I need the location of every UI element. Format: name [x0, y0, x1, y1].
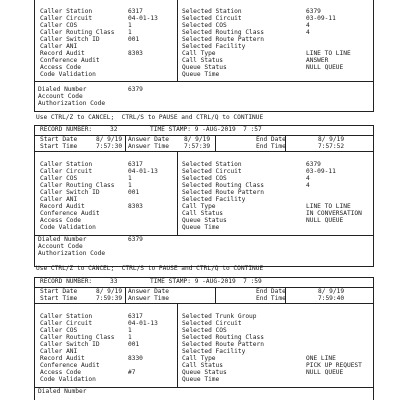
record-top-right-label: Selected Routing Class — [182, 29, 264, 36]
record-top-left-label: Caller ANI — [40, 43, 78, 50]
record-32-left-value: 6317 — [128, 161, 143, 168]
record-32-right-label: Selected Circuit — [182, 168, 242, 175]
record-32-left-value: 1 — [128, 175, 132, 182]
record-top-account-code-label: Account Code — [38, 93, 83, 100]
record-32-right-label: Call Status — [182, 210, 223, 217]
record-33-right-label: Selected Routing Class — [182, 334, 264, 341]
record-33-left-value: 1 — [128, 334, 132, 341]
record-33-left-label: Caller Circuit — [40, 320, 93, 327]
record-33-start-date-label: Start Date — [40, 288, 78, 295]
record-33-right-label: Queue Status — [182, 369, 227, 376]
record-32-right-label: Selected COS — [182, 175, 227, 182]
record-top-right-label: Call Status — [182, 57, 223, 64]
record-32-number-label: RECORD NUMBER: — [40, 126, 93, 133]
record-top-left-label: Caller Switch ID — [40, 36, 100, 43]
record-32-end-time-label: End Time — [256, 143, 286, 150]
record-top-right-label: Queue Status — [182, 64, 227, 71]
record-top-right-label: Selected COS — [182, 22, 227, 29]
record-top-right-label: Selected Station — [182, 8, 242, 15]
record-32-start-date: 8/ 9/19 — [96, 136, 123, 143]
record-33-left-label: Access Code — [40, 369, 81, 376]
record-top-right-value: 4 — [306, 22, 310, 29]
record-32-right-label: Selected Facility — [182, 196, 246, 203]
record-33-end-date-label: End Date — [256, 288, 286, 295]
record-32-left-value: 04-01-13 — [128, 168, 158, 175]
record-32-left-label: Caller Station — [40, 161, 93, 168]
record-top-left-value: 8303 — [128, 50, 143, 57]
record-top-right-value: LINE TO LINE — [306, 50, 351, 57]
record-33-right-value: NULL QUEUE — [306, 369, 344, 376]
record-33-number: 33 — [110, 278, 118, 285]
record-32-right-label: Selected Routing Class — [182, 182, 264, 189]
record-32-left-label: Caller Switch ID — [40, 189, 100, 196]
record-32-start-date-label: Start Date — [40, 136, 78, 143]
record-33-start-time: 7:59:39 — [96, 295, 123, 302]
record-32-end-time: 7:57:52 — [318, 143, 345, 150]
record-top-left-value: 1 — [128, 29, 132, 36]
record-32-answer-time-label: Answer Time — [128, 143, 169, 150]
record-33-timestamp: TIME STAMP: 9 -AUG-2019 7 :59 — [150, 278, 262, 285]
record-32-end-date-label: End Date — [256, 136, 286, 143]
record-33-right-value: ONE LINE — [306, 355, 336, 362]
record-top-left-value: 04-01-13 — [128, 15, 158, 22]
record-32-right-value: IN CONVERSATION — [306, 210, 362, 217]
record-32-right-value: 6379 — [306, 161, 321, 168]
record-32-number: 32 — [110, 126, 118, 133]
control-line-1: Use CTRL/Z to CANCEL; CTRL/S to PAUSE and CTRL/Q to CONTINUE — [36, 114, 264, 121]
record-top-left-label: Code Validation — [40, 71, 96, 78]
record-top-left-value: 6317 — [128, 8, 143, 15]
record-32-start-time-label: Start Time — [40, 143, 78, 150]
record-32-left-label: Caller Circuit — [40, 168, 93, 175]
record-32-start-time: 7:57:30 — [96, 143, 123, 150]
record-33-left-value: 04-01-13 — [128, 320, 158, 327]
record-top-left-value: 1 — [128, 22, 132, 29]
record-33-dialed-number-label: Dialed Number — [38, 388, 87, 395]
record-33-left-label: Caller Station — [40, 313, 93, 320]
record-top-left-label: Caller Circuit — [40, 15, 93, 22]
record-33-left-value: 8330 — [128, 355, 143, 362]
record-32-left-value: 1 — [128, 182, 132, 189]
record-33-right-label: Selected Trunk Group — [182, 313, 257, 320]
record-top-left-label: Conference Audit — [40, 57, 100, 64]
record-32-left-value: 8303 — [128, 203, 143, 210]
record-33-left-label: Code Validation — [40, 376, 96, 383]
record-33-right-label: Call Status — [182, 362, 223, 369]
record-33-answer-date-label: Answer Date — [128, 288, 169, 295]
record-32-left-label: Caller Routing Class — [40, 182, 115, 189]
record-33-start-date: 8/ 9/19 — [96, 288, 123, 295]
record-32-right-label: Selected Route Pattern — [182, 189, 264, 196]
record-33-answer-time-label: Answer Time — [128, 295, 169, 302]
record-top-right-value: 4 — [306, 29, 310, 36]
record-32-authorization-code-label: Authorization Code — [38, 250, 106, 257]
record-32-left-label: Conference Audit — [40, 210, 100, 217]
record-32-right-label: Call Type — [182, 203, 216, 210]
record-top-right-label: Selected Circuit — [182, 15, 242, 22]
record-33-left-value: 1 — [128, 327, 132, 334]
record-32-dialed-number-label: Dialed Number — [38, 236, 87, 243]
record-32-right-label: Queue Status — [182, 217, 227, 224]
record-33-right-label: Selected COS — [182, 327, 227, 334]
record-33-end-date: 8/ 9/19 — [318, 288, 345, 295]
record-32-timestamp: TIME STAMP: 9 -AUG-2019 7 :57 — [150, 126, 262, 133]
record-32-account-code-label: Account Code — [38, 243, 83, 250]
record-33-right-value: PICK UP REQUEST — [306, 362, 362, 369]
record-32-answer-date: 8/ 9/19 — [184, 136, 211, 143]
record-32-left-value: 001 — [128, 189, 140, 196]
record-32-right-value: 4 — [306, 182, 310, 189]
record-32-left-label: Code Validation — [40, 224, 96, 231]
record-top-dialed-number-label: Dialed Number — [38, 86, 87, 93]
record-33-left-label: Caller COS — [40, 327, 78, 334]
record-32-left-label: Caller ANI — [40, 196, 78, 203]
record-33-number-label: RECORD NUMBER: — [40, 278, 93, 285]
record-32-right-value: NULL QUEUE — [306, 217, 344, 224]
record-32-end-date: 8/ 9/19 — [318, 136, 345, 143]
record-33-right-label: Selected Facility — [182, 348, 246, 355]
record-32-dialed-number: 6379 — [128, 236, 143, 243]
record-top-right-value: ANSWER — [306, 57, 329, 64]
record-top-right-label: Call Type — [182, 50, 216, 57]
record-33-left-label: Caller Switch ID — [40, 341, 100, 348]
record-33-end-time-label: End Time — [256, 295, 286, 302]
record-32-right-value: 4 — [306, 175, 310, 182]
record-32-left-label: Record Audit — [40, 203, 85, 210]
record-top-left-label: Record Audit — [40, 50, 85, 57]
record-33-left-value: #7 — [128, 369, 136, 376]
record-top-right-value: NULL QUEUE — [306, 64, 344, 71]
record-33-left-label: Record Audit — [40, 355, 85, 362]
record-top-right-label: Selected Facility — [182, 43, 246, 50]
record-top-dialed-number: 6379 — [128, 86, 143, 93]
record-33-right-label: Selected Circuit — [182, 320, 242, 327]
record-32-left-label: Access Code — [40, 217, 81, 224]
record-32-answer-time: 7:57:39 — [184, 143, 211, 150]
record-32-answer-date-label: Answer Date — [128, 136, 169, 143]
record-top-right-value: 6379 — [306, 8, 321, 15]
record-33-left-label: Caller ANI — [40, 348, 78, 355]
record-32-right-value: LINE TO LINE — [306, 203, 351, 210]
record-33-left-label: Conference Audit — [40, 362, 100, 369]
record-top-right-label: Selected Route Pattern — [182, 36, 264, 43]
record-top-right-value: 03-09-11 — [306, 15, 336, 22]
record-33-left-value: 001 — [128, 341, 140, 348]
record-33-left-value: 6317 — [128, 313, 143, 320]
record-top-left-value: 001 — [128, 36, 140, 43]
record-32-left-label: Caller COS — [40, 175, 78, 182]
record-33-right-label: Call Type — [182, 355, 216, 362]
record-33-right-label: Queue Time — [182, 376, 220, 383]
record-32-right-label: Queue Time — [182, 224, 220, 231]
record-top-left-label: Caller COS — [40, 22, 78, 29]
record-33-right-label: Selected Route Pattern — [182, 341, 264, 348]
record-top-left-label: Access Code — [40, 64, 81, 71]
record-33-left-label: Caller Routing Class — [40, 334, 115, 341]
record-top-right-label: Queue Time — [182, 71, 220, 78]
record-top-authorization-code-label: Authorization Code — [38, 100, 106, 107]
record-32-right-label: Selected Station — [182, 161, 242, 168]
control-line-2: Use CTRL/Z to CANCEL; CTRL/S to PAUSE and CTRL/Q to CONTINUE — [36, 265, 264, 272]
record-top-left-label: Caller Station — [40, 8, 93, 15]
record-33-end-time: 7:59:40 — [318, 295, 345, 302]
record-32-right-value: 03-09-11 — [306, 168, 336, 175]
record-33-start-time-label: Start Time — [40, 295, 78, 302]
record-top-left-label: Caller Routing Class — [40, 29, 115, 36]
